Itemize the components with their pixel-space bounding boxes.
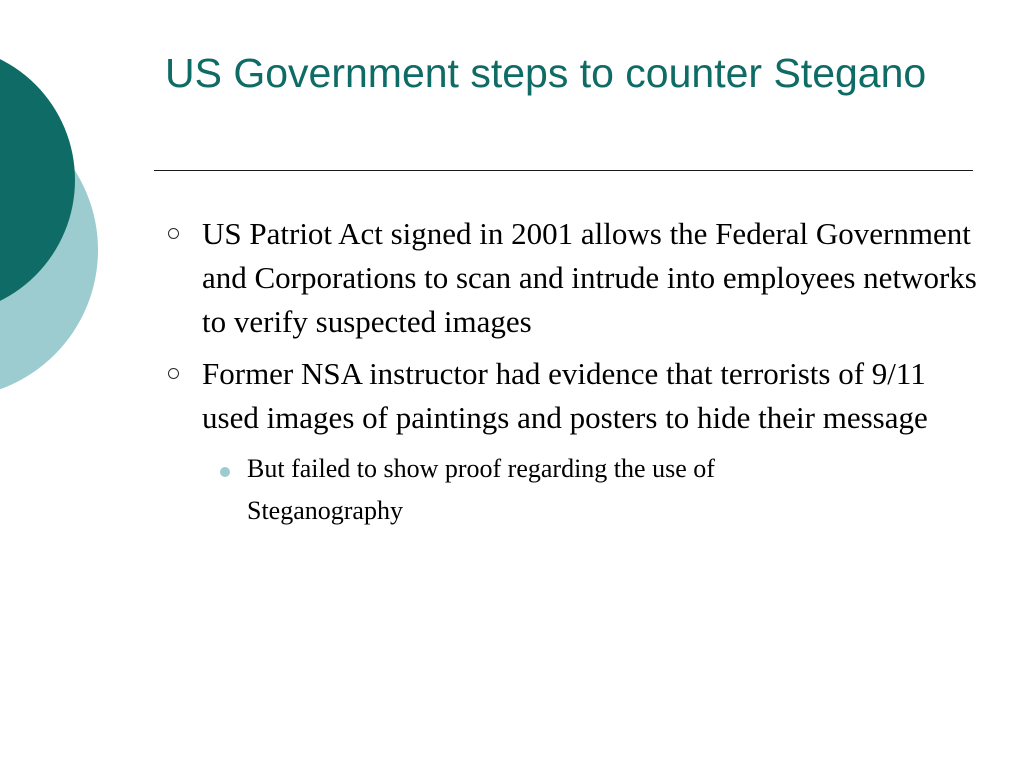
filled-dot-bullet-icon [220, 467, 230, 477]
bullet-item [160, 212, 980, 344]
hollow-circle-bullet-icon [168, 228, 179, 239]
hollow-circle-bullet-icon [168, 368, 179, 379]
bullet-text: US Patriot Act signed in 2001 allows the Federal Government and Corporations to scan and intrude into employees networks to verify suspected images [202, 216, 977, 339]
slide-content [160, 212, 980, 532]
bullet-item [160, 352, 980, 440]
bullet-text: Former NSA instructor had evidence that terrorists of 9/11 used images of paintings and posters to hide their message [202, 356, 928, 435]
sub-bullet-item [204, 448, 867, 532]
sub-bullet-text: But failed to show proof regarding the use of Steganography [247, 454, 715, 525]
decorative-circles [0, 0, 120, 420]
title-divider [154, 170, 973, 171]
slide-title: US Government steps to counter Stegano [165, 50, 927, 96]
